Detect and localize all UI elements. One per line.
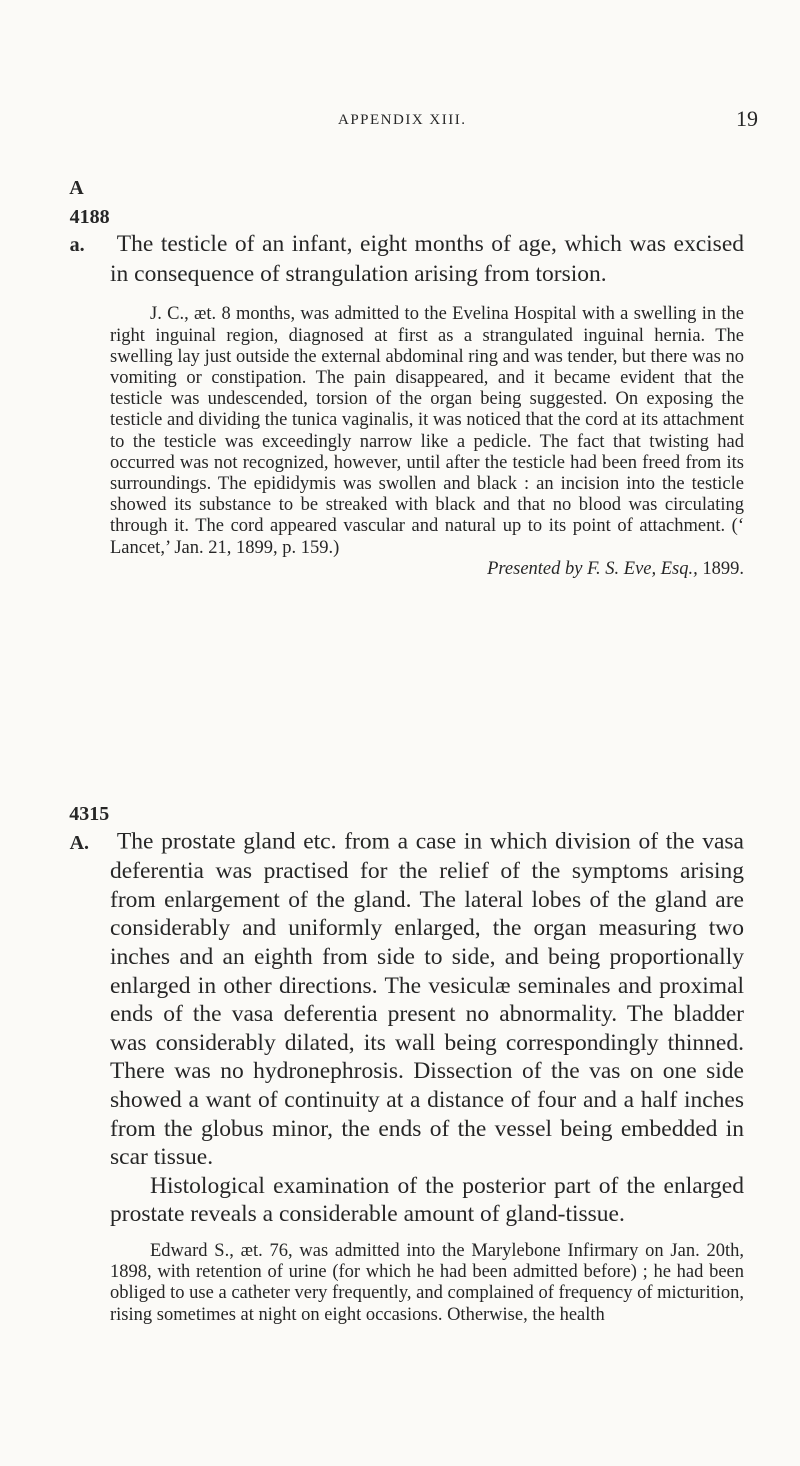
presented-year: 1899.	[702, 558, 744, 579]
entry-title	[70, 174, 744, 288]
entry-number: A 4188 a.	[69, 177, 110, 257]
entry-description-text: The prostate gland etc. from a case in which division of the vasa deferentia was practised for the relief of the symptoms arising from enlargement of the gland. The lateral lobes of the gland are considerably and uniformly enlarged, the organ measuring two inches and an eighth from side to side, and being proportionally enlarged in other directions. The vesiculæ seminales and proximal ends of the vasa deferentia present no abnormality. The bladder was considerably dilated, its wall being correspondingly thinned. There was no hydronephrosis. Dissection of the vas on one side showed a want of continuity at a distance of four and a half inches from the globus minor, the ends of the vessel being embedded in scar tissue.	[110, 828, 744, 1171]
case-note: Edward S., æt. 76, was admitted into the Marylebone Infirmary on Jan. 20th, 1898, with retention of urine (for which he had been admitted before) ; he had been obliged to use a catheter very frequently, and complained of frequency of micturition, rising sometimes at night on eight occasions. Otherwise, the health	[110, 1240, 744, 1325]
presented-by-text: Presented by F. S. Eve, Esq.,	[487, 558, 698, 579]
entry-title-text: The testicle of an infant, eight months of age, which was excised in consequence of strangulation arising from torsion.	[110, 231, 744, 287]
page-header	[0, 106, 800, 142]
entry-4315a	[70, 800, 744, 1326]
running-title: APPENDIX XIII.	[338, 112, 467, 128]
case-note: J. C., æt. 8 months, was admitted to the Evelina Hospital with a swelling in the right inguinal region, diagnosed at first as a strangulated inguinal hernia. The swelling lay just outside the external abdominal ring and was tender, but there was no vomiting or constipation. The pain disappeared, and it became evident that the testicle was undescended, torsion of the organ being suggested. On exposing the testicle and dividing the tunica vaginalis, it was noticed that the cord at its attachment to the testicle was exceedingly narrow like a pedicle. The fact that twisting had occurred was not recognized, however, until after the testicle had been freed from its surroundings. The epididymis was swollen and black : an incision into the testicle showed its substance to be streaked with black and that no blood was circulating through it. The cord appeared vascular and natural up to its point of attachment. (‘ Lancet,’ Jan. 21, 1899, p. 159.)	[110, 304, 744, 558]
entry-4188a	[70, 174, 744, 580]
entry-number: 4315 A.	[69, 803, 110, 854]
presented-by	[70, 559, 744, 580]
page-number: 19	[736, 106, 758, 131]
entry-description	[70, 800, 744, 1172]
histology-note: Histological examination of the posterior part of the enlarged prostate reveals a considerable amount of gland-tissue.	[110, 1172, 744, 1228]
